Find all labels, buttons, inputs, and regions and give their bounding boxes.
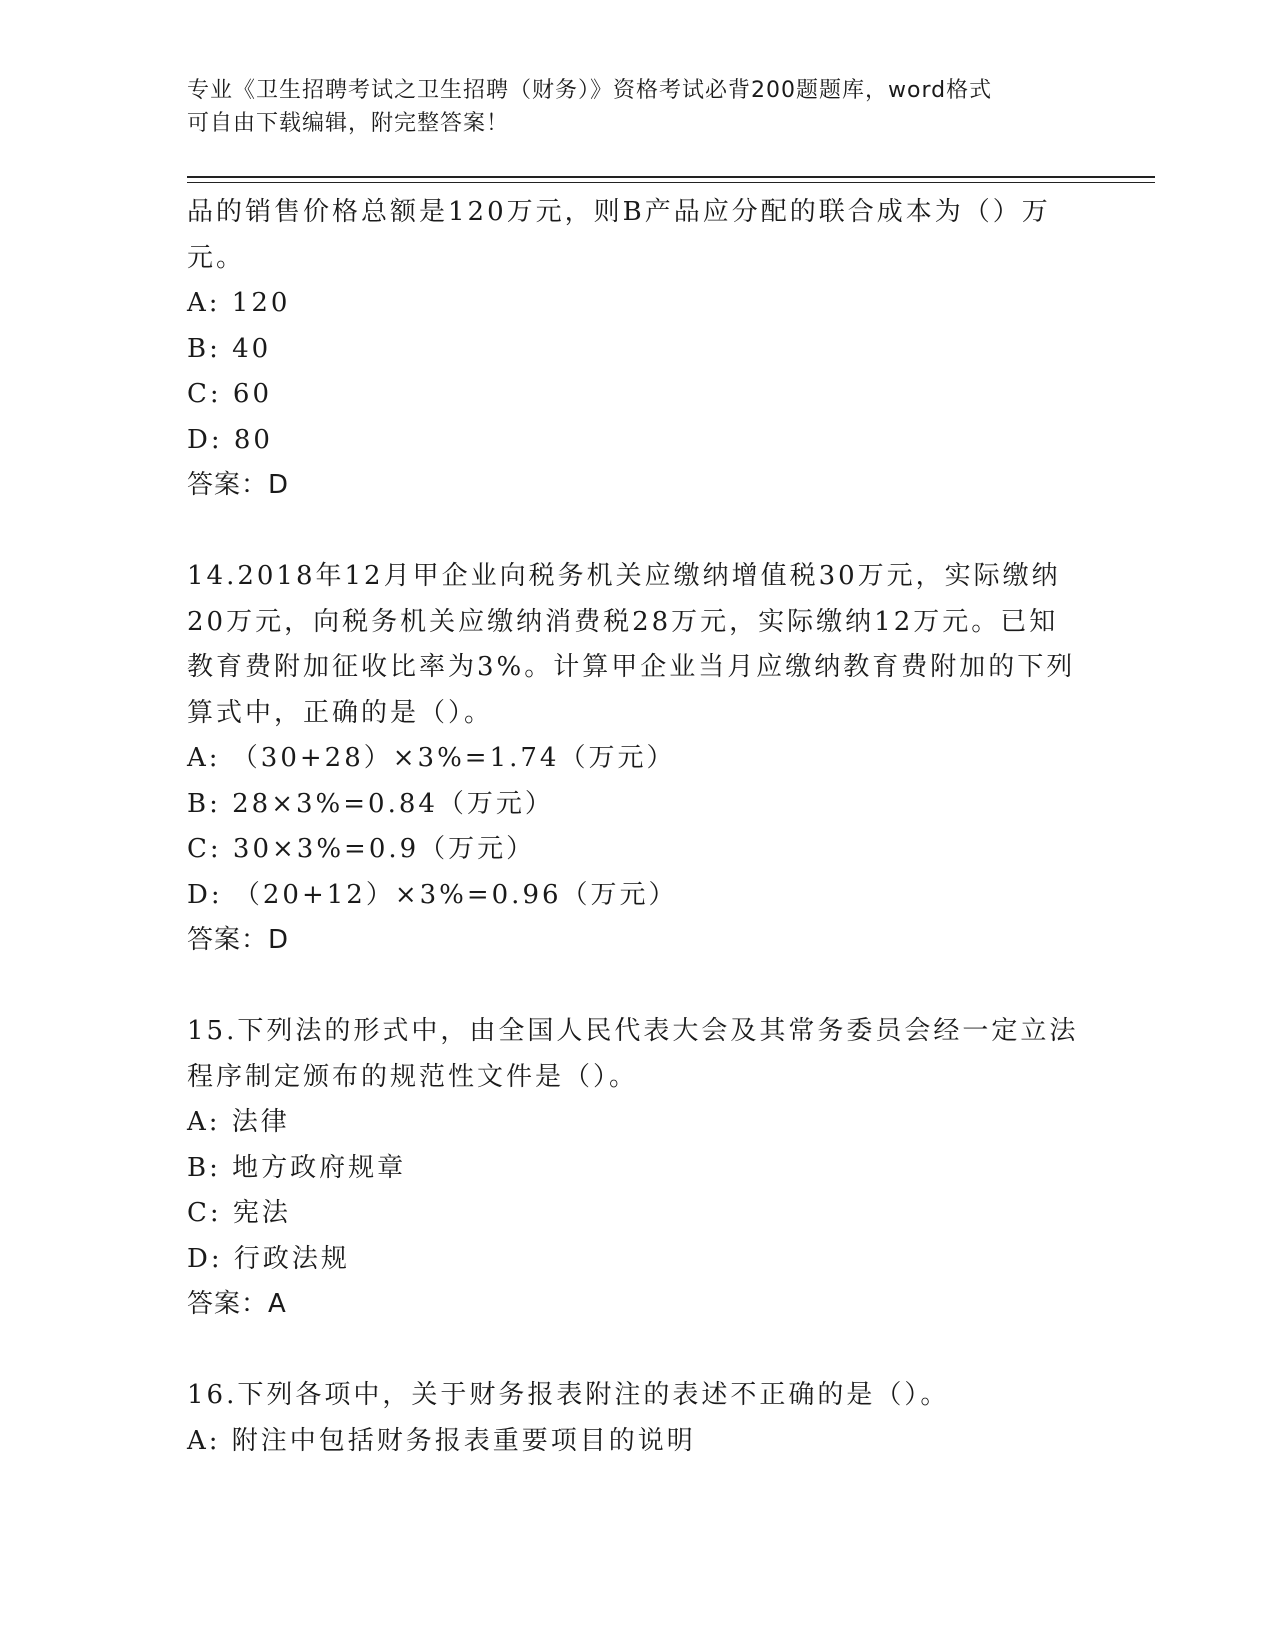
answer: 答案：D xyxy=(187,925,290,955)
header-line-2: 可自由下载编辑，附完整答案！ xyxy=(187,111,510,136)
question-text: 15.下列法的形式中，由全国人民代表大会及其常务委员会经一定立法 xyxy=(187,1016,1079,1046)
header-line-1: 专业《卫生招聘考试之卫生招聘（财务）》资格考试必背200题题库，word格式 xyxy=(187,78,993,103)
question-13 xyxy=(187,190,1087,509)
header-rule-thick xyxy=(187,176,1155,178)
answer: 答案：A xyxy=(187,1289,287,1319)
header-rule-thin xyxy=(187,182,1155,183)
option-a: A: 法律 xyxy=(187,1107,290,1137)
question-text: 品的销售价格总额是120万元，则B产品应分配的联合成本为（）万 xyxy=(187,197,1051,227)
option-c: C: 宪法 xyxy=(187,1198,291,1228)
question-16 xyxy=(187,1373,1087,1464)
question-text: 算式中，正确的是（）。 xyxy=(187,697,494,728)
option-b: B: 地方政府规章 xyxy=(187,1152,407,1183)
option-d: D: 行政法规 xyxy=(187,1243,350,1274)
option-c: C: 60 xyxy=(187,379,273,409)
question-text: 元。 xyxy=(187,242,246,273)
question-15 xyxy=(187,1009,1087,1328)
question-text: 16.下列各项中，关于财务报表附注的表述不正确的是（）。 xyxy=(187,1380,950,1410)
question-14 xyxy=(187,554,1087,964)
option-a: A: 附注中包括财务报表重要项目的说明 xyxy=(187,1425,696,1456)
option-a: A: 120 xyxy=(187,288,291,318)
question-text: 14.2018年12月甲企业向税务机关应缴纳增值税30万元，实际缴纳 xyxy=(187,561,1061,591)
option-b: B: 28×3%=0.84（万元） xyxy=(187,788,554,819)
option-d: D: （20+12）×3%=0.96（万元） xyxy=(187,879,678,910)
question-text: 20万元，向税务机关应缴纳消费税28万元，实际缴纳12万元。已知 xyxy=(187,606,1059,637)
option-c: C: 30×3%=0.9（万元） xyxy=(187,834,536,864)
question-text: 教育费附加征收比率为3%。计算甲企业当月应缴纳教育费附加的下列 xyxy=(187,652,1076,682)
question-text: 程序制定颁布的规范性文件是（）。 xyxy=(187,1061,639,1092)
option-a: A: （30+28）×3%=1.74（万元） xyxy=(187,743,676,773)
question-content xyxy=(187,190,1087,1464)
option-b: B: 40 xyxy=(187,333,272,364)
answer: 答案：D xyxy=(187,470,290,500)
option-d: D: 80 xyxy=(187,424,273,455)
document-header xyxy=(187,74,1067,140)
